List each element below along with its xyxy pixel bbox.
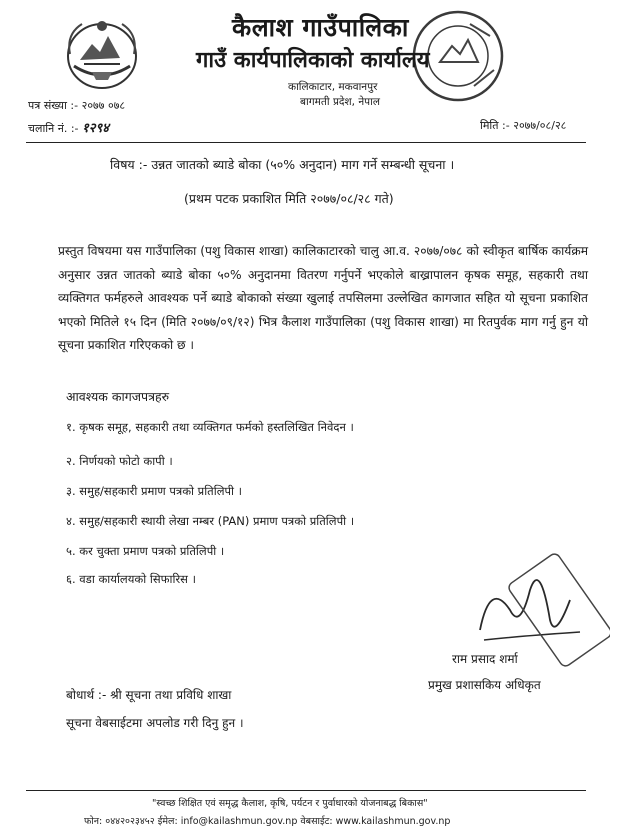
header-divider (26, 142, 586, 143)
first-publication-date: (प्रथम पटक प्रकाशित मिति २०७७/०८/२८ गते) (184, 191, 394, 206)
cc-instruction: सूचना वेबसाईटमा अपलोड गरी दिनु हुन । (66, 716, 244, 730)
footer-contact: फोन: ०४४२०२३४५२ ईमेल: info@kailashmun.gov.np वेबसाईट: www.kailashmun.gov.np (84, 816, 451, 827)
issue-date-label: मिति :- (480, 119, 510, 132)
address-line-1: कालिकाटार, मकवानपुर (288, 81, 378, 93)
letter-number (28, 98, 125, 113)
requirement-item-6: ६. वडा कार्यालयको सिफारिस । (66, 572, 196, 586)
notice-subject: विषय :- उन्नत जातको ब्याडे बोका (५०% अनुदान) माग गर्ने सम्बन्धी सूचना । (110, 157, 455, 172)
dispatch-number-value: १२९४ (82, 121, 110, 136)
office-subtitle: गाउँ कार्यपालिकाको कार्यालय (196, 48, 430, 73)
requirement-item-3: ३. समुह/सहकारी प्रमाण पत्रको प्रतिलिपी । (66, 484, 243, 498)
dispatch-number-label: चलानि नं. :- (28, 122, 79, 135)
issue-date (480, 118, 566, 133)
footer-slogan: "स्वच्छ शिक्षित एवं समृद्ध कैलाश, कृषि, पर्यटन र पुर्वाधारको योजनाबद्ध बिकास" (152, 798, 428, 809)
footer-divider (26, 790, 586, 791)
address-line-2: बागमती प्रदेश, नेपाल (300, 96, 380, 108)
signatory-title: प्रमुख प्रशासकिय अधिकृत (428, 678, 541, 692)
requirement-item-1: १. कृषक समूह, सहकारी तथा व्यक्तिगत फर्मको हस्तलिखित निवेदन । (66, 420, 354, 434)
requirement-item-5: ५. कर चुक्ता प्रमाण पत्रको प्रतिलिपी । (66, 544, 225, 558)
office-title: कैलाश गाउँपालिका (232, 13, 409, 42)
issue-date-value: २०७७/०८/२८ (513, 119, 567, 132)
dispatch-number (28, 118, 109, 136)
signatory-name: राम प्रसाद शर्मा (452, 652, 518, 666)
cc-recipient: बोधार्थ :- श्री सूचना तथा प्रविधि शाखा (66, 688, 232, 702)
letter-number-label: पत्र संख्या :- (28, 99, 79, 112)
letter-number-value: २०७७ ०७८ (81, 99, 126, 112)
requirement-item-2: २. निर्णयको फोटो कापी । (66, 454, 173, 468)
nepal-emblem-icon (62, 14, 142, 92)
requirements-heading: आवश्यक कागजपत्रहरु (66, 389, 170, 404)
requirement-item-4: ४. समुह/सहकारी स्थायी लेखा नम्बर (PAN) प्रमाण पत्रको प्रतिलिपी । (66, 514, 355, 528)
notice-body: प्रस्तुत विषयमा यस गाउँपालिका (पशु विकास शाखा) कालिकाटारको चालु आ.व. २०७७/०७८ को स्वीकृत बार्षिक कार्यक्रम अनुसार उन्नत जातको ब्याडे बोका ५०% अनुदानमा वितरण गर्नुपर्ने भएकोले बाख्रापालन कृषक समूह, सहकारी तथा व्यक्तिगत फर्महरुले आवश्यक पर्ने ब्याडे बोकाको संख्या खुलाई तपसिलमा उल्लेखित कागजात सहित यो सूचना प्रकाशित भएको मितिले १५ दिन (मिति २०७७/०९/१२) भित्र कैलाश गाउँपालिका (पशु विकास शाखा) मा रितपुर्वक माग गर्नु हुन यो सूचना प्रकाशित गरिएकको छ । (58, 244, 588, 352)
